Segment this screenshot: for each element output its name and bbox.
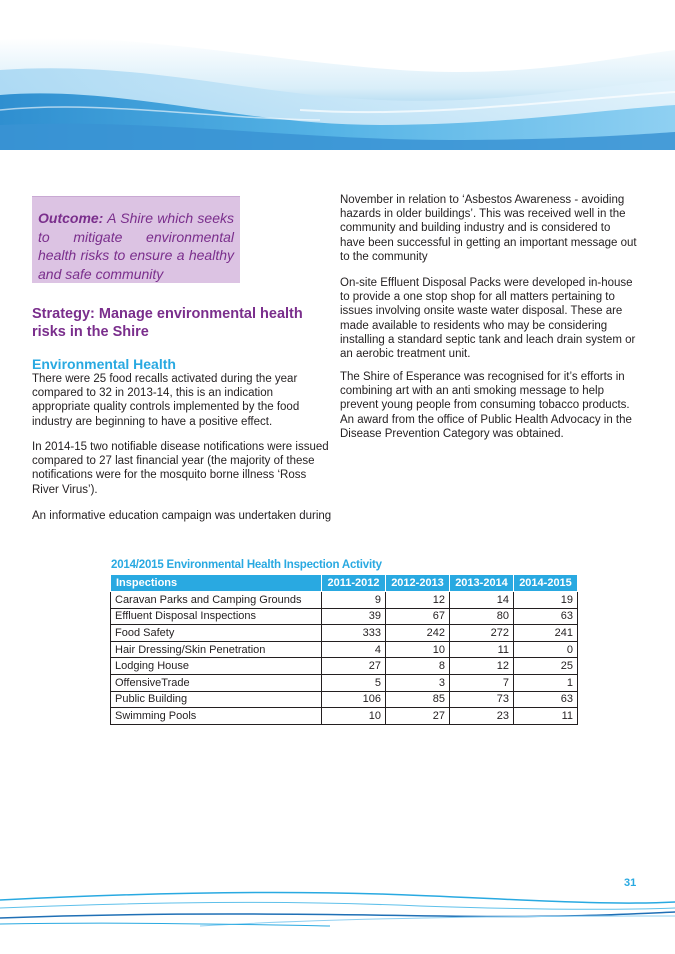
header-2011-2012: 2011-2012 [322, 575, 386, 592]
table-row [111, 658, 578, 675]
environmental-health-heading: Environmental Health [32, 356, 176, 372]
header-2014-2015: 2014-2015 [514, 575, 578, 592]
cell-value: 5 [322, 674, 386, 691]
paragraph-education-campaign: An informative education campaign was undertaken during [32, 510, 332, 522]
header-2012-2013: 2012-2013 [386, 575, 450, 592]
paragraph-food-recalls: There were 25 food recalls activated during the year compared to 32 in 2013-14, this is an indication appropriate quality controls implemented by the food industry are beginning to have a positive effect. [32, 373, 300, 428]
outcome-text: A Shire which seeks to mitigate environmental health risks to ensure a healthy and safe community [38, 210, 234, 282]
cell-value: 9 [322, 592, 386, 609]
cell-value: 7 [450, 674, 514, 691]
inspection-table [110, 574, 578, 725]
cell-value: 4 [322, 641, 386, 658]
cell-value: 12 [450, 658, 514, 675]
outcome-box [32, 196, 240, 283]
cell-value: 241 [514, 625, 578, 642]
cell-value: 242 [386, 625, 450, 642]
cell-value: 19 [514, 592, 578, 609]
header-2013-2014: 2013-2014 [450, 575, 514, 592]
cell-value: 333 [322, 625, 386, 642]
strategy-heading: Strategy: Manage environmental health risks in the Shire [32, 306, 303, 340]
cell-value: 272 [450, 625, 514, 642]
footer-wave-lines [0, 880, 675, 940]
cell-value: 1 [514, 674, 578, 691]
cell-value: 3 [386, 674, 450, 691]
cell-value: 14 [450, 592, 514, 609]
cell-value: 67 [386, 608, 450, 625]
row-label: Caravan Parks and Camping Grounds [111, 592, 322, 609]
cell-value: 10 [386, 641, 450, 658]
cell-value: 12 [386, 592, 450, 609]
cell-value: 27 [322, 658, 386, 675]
header-wave-banner [0, 0, 675, 160]
cell-value: 10 [322, 708, 386, 725]
table-row [111, 708, 578, 725]
cell-value: 11 [450, 641, 514, 658]
paragraph-disease-notifications: In 2014-15 two notifiable disease notifications were issued compared to 27 last financial year (the majority of these notifications were for the mosquito borne illness ‘Ross River Virus’). [32, 441, 329, 496]
cell-value: 23 [450, 708, 514, 725]
row-label: Lodging House [111, 658, 322, 675]
header-inspections: Inspections [111, 575, 322, 592]
cell-value: 80 [450, 608, 514, 625]
paragraph-anti-smoking: The Shire of Esperance was recognised for it’s efforts in combining art with an anti smoking message to help prevent young people from consuming tobacco products. An award from the office of Public Health Advocacy in the Disease Prevention Category was obtained. [340, 371, 632, 440]
cell-value: 73 [450, 691, 514, 708]
cell-value: 27 [386, 708, 450, 725]
table-row [111, 691, 578, 708]
row-label: OffensiveTrade [111, 674, 322, 691]
row-label: Hair Dressing/Skin Penetration [111, 641, 322, 658]
cell-value: 63 [514, 691, 578, 708]
row-label: Effluent Disposal Inspections [111, 608, 322, 625]
table-row [111, 625, 578, 642]
row-label: Food Safety [111, 625, 322, 642]
outcome-statement [38, 209, 234, 283]
paragraph-effluent-packs: On-site Effluent Disposal Packs were developed in-house to provide a one stop shop for all matters pertaining to issues involving onsite waste water disposal. These are made available to residents who may be considering installing a standard septic tank and leach drain system or an aerobic treatment unit. [340, 277, 636, 361]
paragraph-asbestos: November in relation to ‘Asbestos Awareness - avoiding hazards in older buildings’. This was received well in the community and building industry and is considered to have been successful in getting an important message out to the community [340, 194, 637, 263]
row-label: Public Building [111, 691, 322, 708]
table-row [111, 592, 578, 609]
page-number: 31 [624, 877, 637, 889]
cell-value: 11 [514, 708, 578, 725]
cell-value: 63 [514, 608, 578, 625]
cell-value: 39 [322, 608, 386, 625]
table-row [111, 608, 578, 625]
outcome-label: Outcome: [38, 210, 104, 226]
cell-value: 25 [514, 658, 578, 675]
table-header-row [111, 575, 578, 592]
cell-value: 85 [386, 691, 450, 708]
cell-value: 0 [514, 641, 578, 658]
table-title: 2014/2015 Environmental Health Inspection Activity [111, 559, 382, 571]
table-row [111, 641, 578, 658]
table-row [111, 674, 578, 691]
cell-value: 8 [386, 658, 450, 675]
cell-value: 106 [322, 691, 386, 708]
row-label: Swimming Pools [111, 708, 322, 725]
